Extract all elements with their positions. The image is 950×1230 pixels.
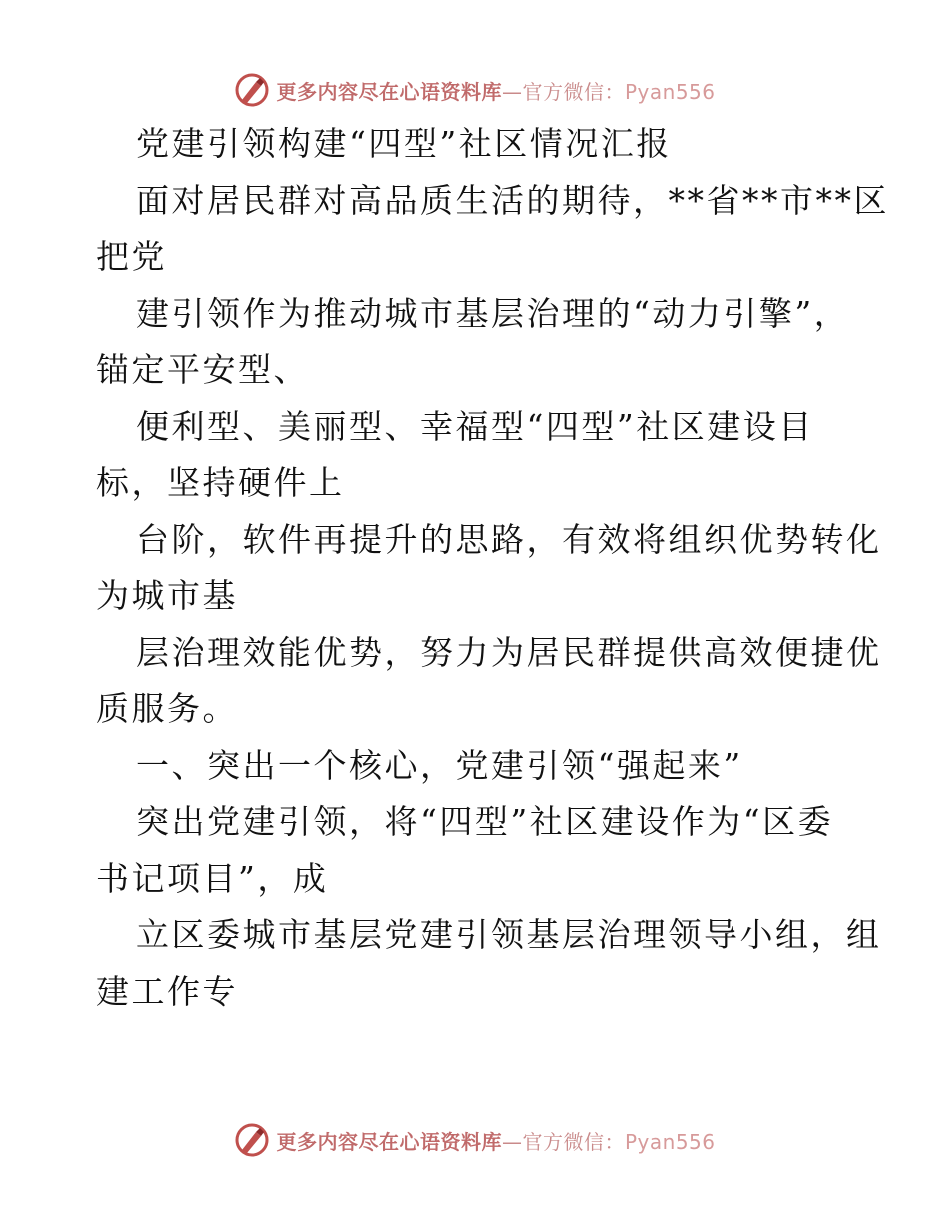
document-body xyxy=(96,116,889,1020)
text-line: 便利型、美丽型、幸福型“四型”社区建设目 xyxy=(136,406,814,446)
watermark-separator: — xyxy=(501,79,523,104)
text-line: 建引领作为推动城市基层治理的“动力引擎”， xyxy=(136,293,850,333)
watermark-separator: — xyxy=(501,1129,523,1154)
text-line: 突出党建引领，将“四型”社区建设作为“区委 xyxy=(136,802,834,841)
pen-logo-icon xyxy=(234,72,270,108)
text-line: 质服务。 xyxy=(96,689,238,728)
watermark-text xyxy=(276,1126,715,1155)
text-line: 党建引领构建“四型”社区情况汇报 xyxy=(136,124,672,163)
watermark-wechat-id: Pyan556 xyxy=(624,79,716,104)
text-line: 层治理效能优势，努力为居民群提供高效便捷优 xyxy=(136,632,882,672)
text-line: 立区委城市基层党建引领基层治理领导小组，组 xyxy=(136,915,882,954)
text-line: 标，坚持硬件上 xyxy=(96,463,345,502)
watermark-wechat-id: Pyan556 xyxy=(624,1129,716,1154)
watermark-wechat-label: 官方微信： xyxy=(522,79,625,104)
text-line: 书记项目”，成 xyxy=(96,858,329,898)
pen-logo-icon xyxy=(234,1122,270,1158)
watermark-brand: 更多内容尽在心语资料库 xyxy=(276,79,502,104)
text-line: 台阶，软件再提升的思路，有效将组织优势转化 xyxy=(136,519,882,559)
footer-watermark xyxy=(0,1118,950,1162)
text-line: 一、突出一个核心，党建引领“强起来” xyxy=(136,745,743,785)
text-line: 把党 xyxy=(96,237,167,276)
text-line: 面对居民群对高品质生活的期待，**省**市**区 xyxy=(136,180,889,220)
text-line: 为城市基 xyxy=(96,576,238,615)
header-watermark xyxy=(0,68,950,112)
watermark-wechat-label: 官方微信： xyxy=(522,1129,625,1154)
watermark-brand: 更多内容尽在心语资料库 xyxy=(276,1129,502,1154)
text-line: 锚定平安型、 xyxy=(96,350,309,389)
text-line: 建工作专 xyxy=(96,971,238,1011)
watermark-text xyxy=(276,76,715,105)
